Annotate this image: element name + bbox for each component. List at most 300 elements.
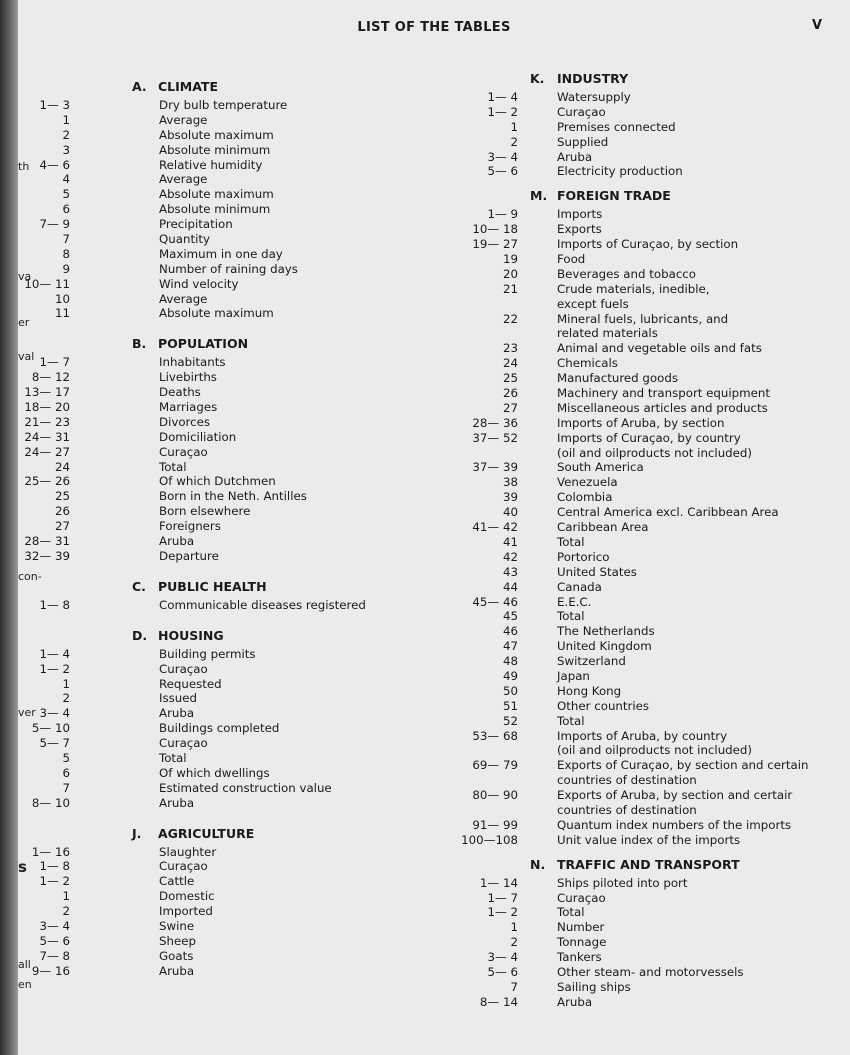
table-number: 24— 31 (24, 429, 70, 444)
table-number: 1— 4 (39, 646, 70, 661)
section-letter: A. (132, 79, 147, 94)
table-label: South America (557, 460, 644, 475)
table-number: 26 (502, 386, 518, 401)
table-number: 2 (62, 127, 70, 142)
edge-fragment: va (18, 270, 32, 283)
table-label: (oil and oilproducts not included) (557, 445, 753, 460)
table-number: 7— 8 (39, 948, 70, 963)
table-list-entry (18, 98, 418, 113)
table-number: 24— 27 (24, 444, 70, 459)
edge-fragment: th (18, 160, 30, 173)
table-label: Total (557, 713, 585, 728)
table-number: 43 (502, 564, 518, 579)
table-label: Curaçao (159, 859, 208, 874)
table-label: Absolute maximum (159, 127, 274, 142)
table-list-entry (438, 120, 850, 135)
table-label: Hong Kong (557, 683, 622, 698)
table-number: 19 (502, 252, 518, 267)
table-label: Switzerland (557, 654, 626, 669)
table-label: Swine (159, 918, 195, 933)
table-list-entry (18, 534, 418, 549)
table-label: Total (557, 534, 585, 549)
table-list-entry (18, 964, 418, 979)
table-number: 4— 6 (39, 157, 70, 172)
table-label: Of which Dutchmen (159, 474, 276, 489)
table-label: Total (557, 905, 585, 920)
table-list-entry (438, 729, 850, 744)
table-label: Domiciliation (159, 429, 237, 444)
table-list-entry (438, 222, 850, 237)
section-title: INDUSTRY (557, 71, 629, 86)
table-number: 3— 4 (487, 149, 518, 164)
table-list-entry (438, 669, 850, 684)
table-number: 1— 3 (39, 98, 70, 112)
table-label: Total (159, 459, 187, 474)
table-list-entry (438, 624, 850, 639)
table-list-entry (18, 370, 418, 385)
table-number: 1— 2 (487, 905, 518, 920)
section-population (18, 333, 418, 563)
table-number: 28— 36 (472, 415, 518, 430)
edge-fragment: s (18, 858, 27, 876)
table-label: Machinery and transport equipment (557, 386, 771, 401)
edge-fragment: er (18, 316, 30, 329)
table-list-entry (438, 699, 850, 714)
table-list-entry (438, 416, 850, 431)
table-list-entry (438, 980, 850, 995)
table-number: 45 (502, 609, 518, 624)
table-label: Curaçao (557, 104, 606, 119)
table-list-entry (438, 905, 850, 920)
table-list-entry (18, 919, 418, 934)
table-number: 28— 31 (24, 534, 70, 549)
page-number: V (811, 18, 822, 33)
table-label: Total (557, 609, 585, 624)
table-list-entry (438, 460, 850, 475)
table-label: Exports (557, 222, 602, 237)
section-letter: C. (132, 578, 146, 594)
table-label: Imported (159, 904, 213, 919)
table-label: Aruba (159, 534, 195, 549)
table-label: Canada (557, 579, 602, 594)
table-number: 41— 42 (472, 520, 518, 535)
table-list-entry (438, 475, 850, 490)
section-letter: N. (530, 856, 546, 872)
table-label: Ships piloted into port (557, 875, 688, 890)
table-list-entry (438, 386, 850, 401)
table-label: Dry bulb temperature (159, 98, 288, 112)
table-list-entry (438, 446, 850, 461)
table-label: Relative humidity (159, 157, 263, 172)
table-label: Curaçao (159, 736, 208, 751)
table-label: The Netherlands (557, 624, 655, 639)
table-list-entry (438, 565, 850, 580)
table-number: 8— 10 (31, 795, 70, 810)
table-label: Tankers (557, 950, 602, 965)
table-number: 53— 68 (472, 728, 518, 743)
table-number: 1— 8 (39, 859, 70, 874)
section-title: TRAFFIC AND TRANSPORT (557, 856, 740, 872)
edge-fragment: val (18, 350, 35, 363)
table-label: Inhabitants (159, 355, 226, 370)
section-title: AGRICULTURE (158, 825, 255, 841)
table-number: 44 (502, 579, 518, 594)
table-list-entry (18, 143, 418, 158)
table-number: 20 (502, 266, 518, 281)
table-number: 5— 6 (39, 933, 70, 948)
table-label: Manufactured goods (557, 371, 678, 386)
table-list-entry (18, 904, 418, 919)
section-letter: B. (132, 336, 147, 352)
page-title: LIST OF THE TABLES (357, 20, 511, 35)
table-list-entry (18, 158, 418, 173)
table-label: Watersupply (557, 90, 631, 104)
section-heading (438, 185, 850, 207)
table-number: 3— 4 (39, 706, 70, 721)
table-label: (oil and oilproducts not included) (557, 743, 753, 758)
table-label: Departure (159, 548, 219, 563)
section-title: POPULATION (158, 336, 249, 352)
section-foreign-trade (438, 185, 850, 847)
table-label: Curaçao (557, 890, 606, 905)
table-label: Aruba (159, 706, 195, 721)
book-gutter (0, 0, 18, 1055)
table-number: 4 (62, 172, 70, 187)
table-label: Crude materials, inedible, (557, 281, 710, 296)
table-list-entry (438, 803, 850, 818)
table-list-entry (438, 550, 850, 565)
section-letter: D. (132, 627, 148, 643)
table-number: 1 (62, 676, 70, 691)
table-label: Food (557, 252, 586, 267)
table-label: Absolute maximum (159, 187, 274, 202)
table-label: Marriages (159, 400, 218, 415)
table-list-entry (18, 113, 418, 128)
table-label: Absolute minimum (159, 142, 271, 157)
table-number: 5— 10 (31, 721, 70, 736)
section-climate (18, 76, 418, 321)
table-list-entry (18, 460, 418, 475)
edge-fragment: en (18, 978, 32, 991)
table-list-entry (18, 796, 418, 811)
table-number: 23 (502, 341, 518, 356)
table-list-entry (438, 105, 850, 120)
table-label: Deaths (159, 385, 201, 400)
table-number: 2 (62, 691, 70, 706)
table-list-entry (438, 297, 850, 312)
table-list-entry (18, 934, 418, 949)
table-label: Imports (557, 207, 603, 222)
table-number: 7 (62, 232, 70, 247)
table-label: Imports of Curaçao, by section (557, 237, 739, 252)
table-label: Domestic (159, 889, 215, 904)
table-label: United States (557, 564, 637, 579)
table-label: Quantity (159, 232, 210, 247)
table-number: 7 (510, 979, 518, 994)
section-heading (18, 576, 418, 598)
table-list-entry (18, 598, 418, 613)
table-number: 1— 7 (39, 355, 70, 370)
table-label: Curaçao (159, 444, 208, 459)
document-page (18, 0, 850, 1055)
table-label: Absolute maximum (159, 306, 274, 321)
table-number: 27 (502, 400, 518, 415)
table-label: Average (159, 291, 208, 306)
table-list-entry (18, 706, 418, 721)
section-public-health (18, 576, 418, 613)
table-list-entry (18, 504, 418, 519)
table-number: 37— 52 (472, 430, 518, 445)
table-number: 26 (54, 504, 70, 519)
section-agriculture (18, 823, 418, 979)
table-list-entry (438, 995, 850, 1010)
table-number: 8— 12 (31, 370, 70, 385)
table-label: except fuels (557, 296, 629, 311)
section-traffic-and-transport (438, 854, 850, 1010)
table-label: Chemicals (557, 356, 618, 371)
table-list-entry (18, 262, 418, 277)
table-number: 8— 14 (479, 994, 518, 1009)
table-number: 27 (54, 519, 70, 534)
table-list-entry (18, 172, 418, 187)
table-number: 24 (502, 356, 518, 371)
table-list-entry (18, 647, 418, 662)
table-number: 100—108 (461, 832, 518, 847)
edge-fragment: con- (18, 570, 42, 583)
table-number: 2 (510, 935, 518, 950)
table-list-entry (18, 355, 418, 370)
section-title: FOREIGN TRADE (557, 188, 671, 204)
table-list-entry (438, 490, 850, 505)
table-label: Issued (159, 691, 197, 706)
table-number: 24 (54, 459, 70, 474)
table-label: Venezuela (557, 475, 618, 490)
table-label: Imports of Curaçao, by country (557, 430, 741, 445)
table-number: 2 (510, 134, 518, 149)
table-list-entry (438, 935, 850, 950)
table-label: Imports of Aruba, by country (557, 728, 728, 743)
table-list-entry (18, 217, 418, 232)
table-label: Japan (557, 668, 590, 683)
section-title: CLIMATE (158, 79, 218, 94)
table-number: 6 (62, 765, 70, 780)
table-number: 69— 79 (472, 758, 518, 773)
table-label: Mineral fuels, lubricants, and (557, 311, 729, 326)
table-label: Other steam- and motorvessels (557, 964, 744, 979)
table-label: Portorico (557, 549, 610, 564)
table-list-entry (438, 252, 850, 267)
table-list-entry (438, 833, 850, 848)
table-number: 3— 4 (39, 918, 70, 933)
table-label: Other countries (557, 698, 650, 713)
table-list-entry (438, 654, 850, 669)
table-label: Of which dwellings (159, 765, 270, 780)
table-number: 3— 4 (487, 950, 518, 965)
table-list-entry (18, 691, 418, 706)
table-number: 91— 99 (472, 817, 518, 832)
table-label: countries of destination (557, 773, 697, 788)
section-industry (438, 68, 850, 179)
table-label: Born in the Neth. Antilles (159, 489, 307, 504)
table-list-entry (438, 164, 850, 179)
table-label: Supplied (557, 134, 609, 149)
table-list-entry (438, 237, 850, 252)
table-number: 48 (502, 654, 518, 669)
table-number: 52 (502, 713, 518, 728)
table-number: 1— 14 (479, 875, 518, 890)
table-number: 1— 7 (487, 890, 518, 905)
table-label: Caribbean Area (557, 520, 649, 535)
table-number: 8 (62, 246, 70, 261)
table-label: related materials (557, 326, 658, 341)
table-label: Maximum in one day (159, 246, 283, 261)
table-label: Livebirths (159, 370, 217, 385)
table-list-entry (438, 282, 850, 297)
table-number: 1— 2 (39, 661, 70, 676)
table-list-entry (18, 247, 418, 262)
table-list-entry (18, 306, 418, 321)
table-label: Goats (159, 948, 194, 963)
table-label: Average (159, 112, 208, 127)
table-number: 25 (502, 371, 518, 386)
table-label: Animal and vegetable oils and fats (557, 341, 762, 356)
table-label: Exports of Aruba, by section and certair (557, 788, 793, 803)
table-number: 3 (62, 142, 70, 157)
table-number: 1— 2 (39, 874, 70, 889)
table-label: Beverages and tobacco (557, 266, 697, 281)
table-list-entry (438, 639, 850, 654)
table-list-entry (18, 474, 418, 489)
table-list-entry (438, 267, 850, 282)
table-list-entry (438, 505, 850, 520)
table-number: 37— 39 (472, 460, 518, 475)
table-list-entry (18, 736, 418, 751)
table-label: Precipitation (159, 217, 233, 232)
table-list-entry (18, 202, 418, 217)
table-label: Exports of Curaçao, by section and certain (557, 758, 809, 773)
table-list-entry (18, 445, 418, 460)
table-number: 1— 8 (39, 597, 70, 612)
table-list-entry (438, 965, 850, 980)
table-list-entry (18, 751, 418, 766)
table-label: Electricity production (557, 164, 683, 179)
table-list-entry (18, 519, 418, 534)
table-list-entry (18, 277, 418, 292)
table-label: Imports of Aruba, by section (557, 415, 725, 430)
table-number: 50 (502, 683, 518, 698)
table-list-entry (438, 891, 850, 906)
section-letter: J. (132, 825, 142, 841)
table-list-entry (18, 889, 418, 904)
table-list-entry (438, 580, 850, 595)
table-list-entry (438, 356, 850, 371)
table-list-entry (18, 489, 418, 504)
table-list-entry (18, 781, 418, 796)
table-number: 6 (62, 202, 70, 217)
table-number: 45— 46 (472, 594, 518, 609)
table-list-entry (438, 150, 850, 165)
table-label: Aruba (159, 795, 195, 810)
table-list-entry (438, 595, 850, 610)
table-list-entry (18, 430, 418, 445)
table-list-entry (438, 90, 850, 105)
table-number: 7— 9 (39, 217, 70, 232)
table-number: 5 (62, 750, 70, 765)
table-list-entry (18, 766, 418, 781)
table-label: Divorces (159, 414, 211, 429)
table-number: 1— 2 (487, 104, 518, 119)
table-list-entry (438, 920, 850, 935)
table-label: Communicable diseases registered (159, 597, 366, 612)
section-heading (438, 854, 850, 876)
table-list-entry (18, 845, 418, 860)
table-number: 5— 7 (39, 736, 70, 751)
table-number: 2 (62, 904, 70, 919)
table-label: Born elsewhere (159, 504, 251, 519)
table-number: 22 (502, 311, 518, 326)
table-list-entry (438, 773, 850, 788)
table-number: 5— 6 (487, 964, 518, 979)
table-number: 19— 27 (472, 237, 518, 252)
table-number: 1— 9 (487, 207, 518, 222)
table-list-entry (18, 662, 418, 677)
table-label: Total (159, 750, 187, 765)
table-label: Aruba (159, 963, 195, 978)
table-number: 41 (502, 534, 518, 549)
table-number: 80— 90 (472, 788, 518, 803)
table-number: 10— 18 (472, 222, 518, 237)
table-list-entry (438, 743, 850, 758)
table-list-entry (438, 135, 850, 150)
table-list-entry (438, 431, 850, 446)
table-list-entry (18, 859, 418, 874)
table-number: 38 (502, 475, 518, 490)
table-list-entry (438, 714, 850, 729)
table-label: Curaçao (159, 661, 208, 676)
section-heading (18, 625, 418, 647)
table-list-entry (438, 207, 850, 222)
table-label: E.E.C. (557, 594, 592, 609)
table-label: Premises connected (557, 119, 676, 134)
table-number: 7 (62, 780, 70, 795)
table-label: Aruba (557, 149, 593, 164)
table-number: 1 (62, 889, 70, 904)
table-list-entry (18, 721, 418, 736)
table-list-entry (18, 400, 418, 415)
table-label: Slaughter (159, 844, 217, 859)
table-number: 10 (54, 291, 70, 306)
table-number: 42 (502, 549, 518, 564)
table-label: Buildings completed (159, 721, 280, 736)
table-label: United Kingdom (557, 639, 652, 654)
table-list-entry (438, 758, 850, 773)
table-list-entry (438, 609, 850, 624)
section-title: HOUSING (158, 627, 224, 643)
section-letter: M. (530, 188, 548, 204)
section-heading (18, 823, 418, 845)
table-label: Miscellaneous articles and products (557, 400, 768, 415)
table-number: 1 (62, 112, 70, 127)
table-list-entry (438, 326, 850, 341)
table-list-entry (18, 292, 418, 307)
table-list-entry (18, 874, 418, 889)
table-label: Cattle (159, 874, 195, 889)
table-number: 21 (502, 281, 518, 296)
table-number: 21— 23 (24, 414, 70, 429)
table-number: 25 (54, 489, 70, 504)
table-number: 49 (502, 668, 518, 683)
table-list-entry (438, 788, 850, 803)
